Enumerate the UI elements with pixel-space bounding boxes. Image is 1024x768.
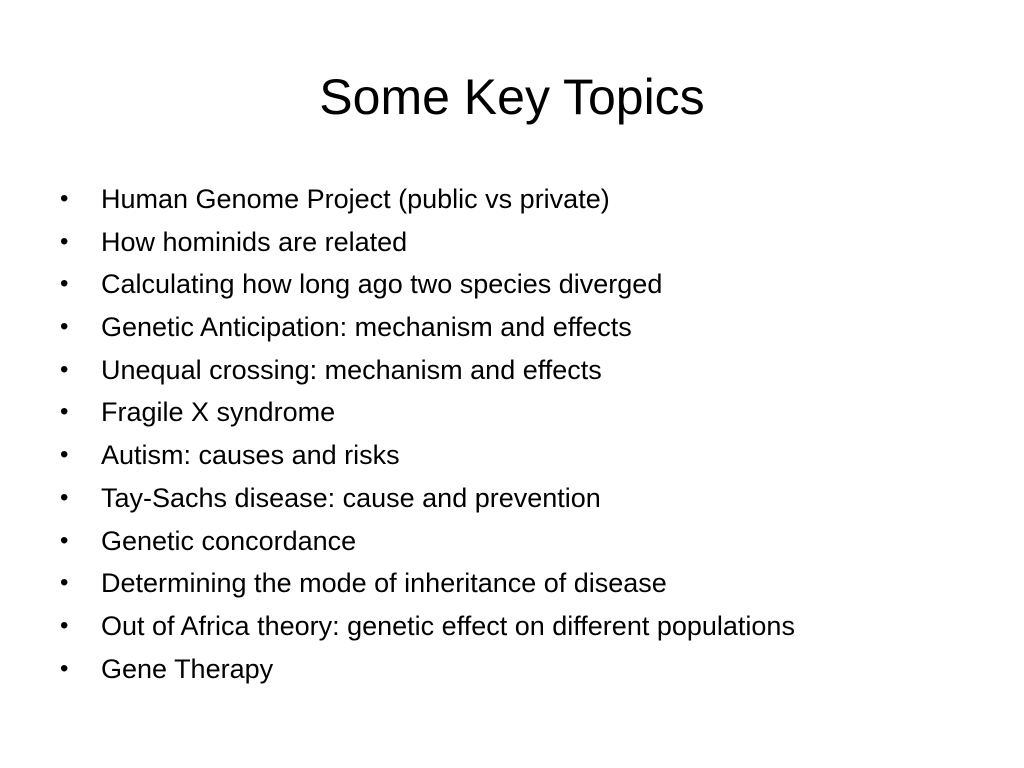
list-item <box>60 562 1000 605</box>
list-item <box>60 434 1000 477</box>
list-item-text: Out of Africa theory: genetic effect on different populations <box>101 610 795 641</box>
list-item <box>60 178 1000 221</box>
bullet-icon: • <box>60 355 69 383</box>
list-item <box>60 648 1000 691</box>
list-item-text: How hominids are related <box>101 226 408 257</box>
bullet-icon: • <box>60 185 69 212</box>
bullet-icon: • <box>60 569 69 597</box>
list-item-text: Genetic Anticipation: mechanism and effects <box>101 312 632 343</box>
bullet-icon: • <box>60 611 69 639</box>
bullet-icon: • <box>60 483 69 511</box>
list-item-text: Fragile X syndrome <box>101 397 336 428</box>
bullet-icon: • <box>60 654 69 682</box>
list-item <box>60 520 1000 563</box>
bullet-icon: • <box>60 313 69 341</box>
list-item <box>60 349 1000 392</box>
list-item <box>60 477 1000 520</box>
list-item-text: Human Genome Project (public vs private) <box>101 184 610 214</box>
list-item-text: Unequal crossing: mechanism and effects <box>101 354 602 385</box>
bullet-icon: • <box>60 441 69 469</box>
bullet-icon: • <box>60 398 69 426</box>
bullet-icon: • <box>60 270 69 298</box>
list-item-text: Determining the mode of inheritance of disease <box>101 568 667 599</box>
list-item-text: Autism: causes and risks <box>101 440 400 471</box>
bullet-list <box>60 178 1000 690</box>
slide-title: Some Key Topics <box>319 69 705 125</box>
list-item-text: Gene Therapy <box>101 653 274 684</box>
list-item <box>60 306 1000 349</box>
list-item-text: Calculating how long ago two species diverged <box>101 269 663 300</box>
bullet-icon: • <box>60 526 69 554</box>
list-item <box>60 263 1000 306</box>
list-item <box>60 605 1000 648</box>
bullet-icon: • <box>60 227 69 255</box>
list-item <box>60 391 1000 434</box>
list-item-text: Tay-Sachs disease: cause and prevention <box>101 482 601 513</box>
list-item <box>60 221 1000 264</box>
list-item-text: Genetic concordance <box>101 525 357 556</box>
